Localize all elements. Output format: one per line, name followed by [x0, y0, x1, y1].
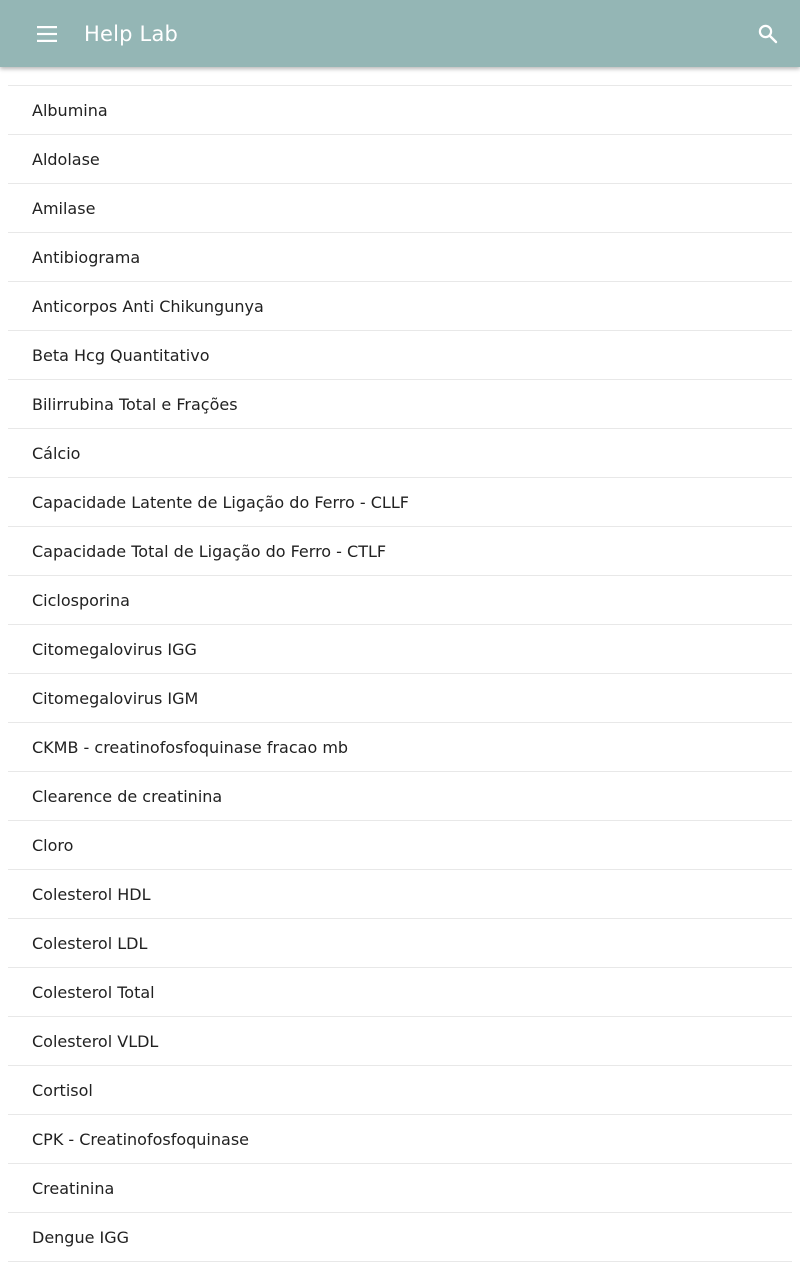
exam-name: Cloro — [32, 835, 74, 855]
exam-name: CPK - Creatinofosfoquinase — [32, 1129, 249, 1149]
exam-list-item[interactable] — [8, 86, 792, 135]
exam-list-item[interactable] — [8, 723, 792, 772]
exam-name: CKMB - creatinofosfoquinase fracao mb — [32, 737, 349, 757]
exam-name: Ciclosporina — [32, 590, 130, 610]
exam-list-item[interactable] — [8, 772, 792, 821]
exam-name: Amilase — [32, 198, 96, 218]
exam-name: Bilirrubina Total e Frações — [32, 394, 238, 414]
exam-list-item[interactable] — [8, 1066, 792, 1115]
exam-list-item[interactable] — [8, 233, 792, 282]
exam-name: Citomegalovirus IGM — [32, 688, 199, 708]
exam-list-item[interactable] — [8, 1213, 792, 1262]
exam-list-item[interactable] — [8, 429, 792, 478]
exam-name: Albumina — [32, 100, 108, 120]
exam-name: Colesterol HDL — [32, 884, 151, 904]
exam-name: Colesterol LDL — [32, 933, 148, 953]
exam-name: Citomegalovirus IGG — [32, 639, 197, 659]
exam-name: Cálcio — [32, 443, 81, 463]
exam-list-item[interactable] — [8, 870, 792, 919]
search-icon — [758, 24, 778, 44]
exam-name: Capacidade Latente de Ligação do Ferro - CLLF — [32, 492, 409, 512]
exam-list-item[interactable] — [8, 625, 792, 674]
exam-name: Colesterol Total — [32, 982, 155, 1002]
exam-list-item[interactable] — [8, 821, 792, 870]
search-button[interactable] — [748, 14, 788, 54]
exam-name: Antibiograma — [32, 247, 141, 267]
exam-list-item[interactable] — [8, 1164, 792, 1213]
app-title: Help Lab — [84, 22, 179, 46]
exam-name: Beta Hcg Quantitativo — [32, 345, 210, 365]
exam-name: Creatinina — [32, 1178, 115, 1198]
exam-list-item[interactable] — [8, 135, 792, 184]
hamburger-menu-icon — [37, 26, 59, 42]
exam-name: Aldolase — [32, 149, 100, 169]
exam-list-item[interactable] — [8, 674, 792, 723]
exam-list-item[interactable] — [8, 527, 792, 576]
exam-list-item[interactable] — [8, 184, 792, 233]
exam-name: Dengue IGG — [32, 1227, 130, 1247]
exam-list-item[interactable] — [8, 478, 792, 527]
exam-list-item[interactable] — [8, 331, 792, 380]
exam-list-item[interactable] — [8, 968, 792, 1017]
exam-name: Colesterol VLDL — [32, 1031, 159, 1051]
exam-list-item[interactable] — [8, 1017, 792, 1066]
exam-list — [8, 85, 792, 1262]
exam-name: Anticorpos Anti Chikungunya — [32, 296, 264, 316]
exam-list-item[interactable] — [8, 1115, 792, 1164]
app-bar — [0, 0, 800, 67]
exam-list-item[interactable] — [8, 282, 792, 331]
exam-list-item[interactable] — [8, 380, 792, 429]
exam-name: Capacidade Total de Ligação do Ferro - CTLF — [32, 541, 387, 561]
exam-name: Cortisol — [32, 1080, 93, 1100]
exam-list-item[interactable] — [8, 576, 792, 625]
exam-name: Clearence de creatinina — [32, 786, 223, 806]
menu-button[interactable] — [28, 14, 68, 54]
exam-list-item[interactable] — [8, 919, 792, 968]
